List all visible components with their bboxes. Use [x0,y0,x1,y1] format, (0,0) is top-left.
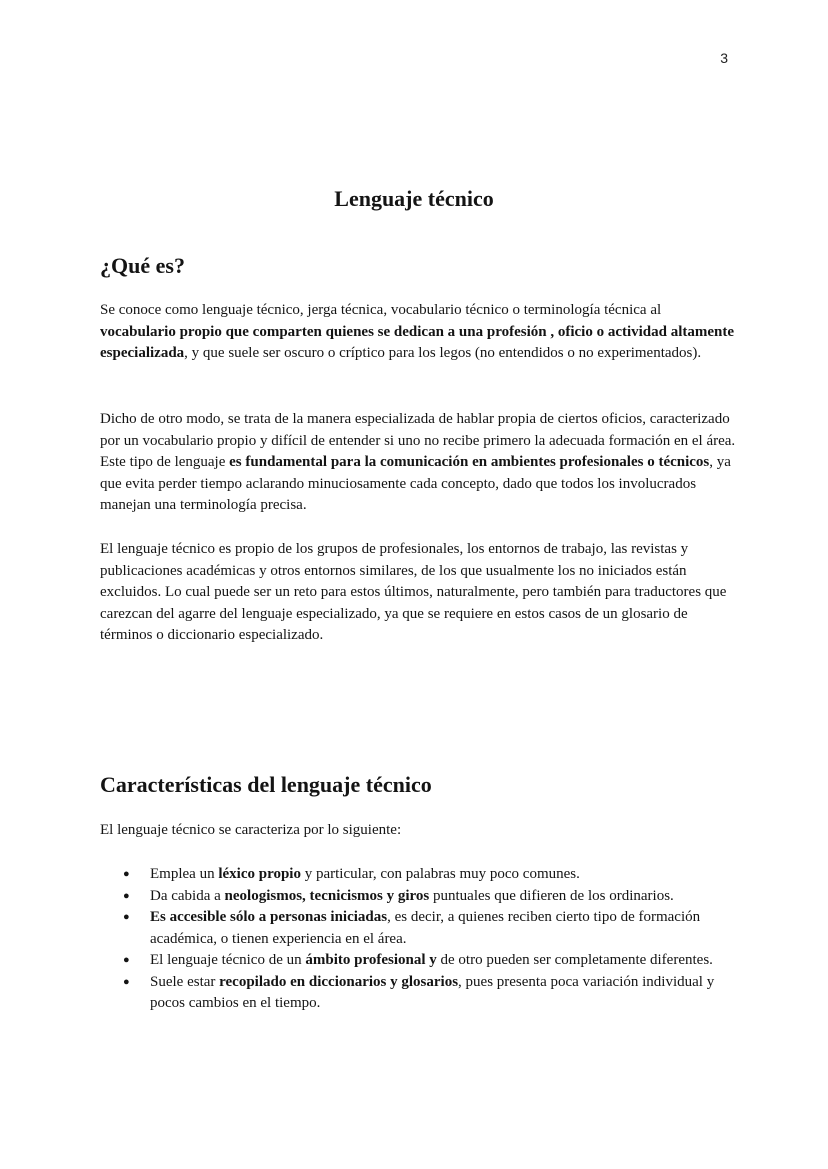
list-item [100,886,740,908]
paragraph-definition [100,300,740,365]
list-item-text: y particular, con palabras muy poco comunes. [300,866,580,882]
list-item-text: Emplea un [150,866,219,882]
section-heading-que-es: ¿Qué es? [100,253,185,278]
list-item-text: Suele estar [150,973,220,990]
list-item [100,864,740,886]
bullet-icon: ● [123,868,130,880]
document-title: Lenguaje técnico [334,186,494,211]
paragraph-text: , y que suele ser oscuro o críptico para los legos (no entendidos o no experimentados). [184,345,702,361]
bullet-icon: ● [123,954,130,966]
list-item-text: , pues presenta poca variación individual y pocos cambios en el tiempo. [150,973,715,1011]
list-item-text: puntuales que difieren de los ordinarios. [429,887,674,904]
page-number: 3 [720,50,728,66]
paragraph-bold-text: es fundamental para la comunicación en ambientes profesionales o técnicos [229,454,710,470]
section-heading-caracteristicas: Características del lenguaje técnico [100,772,432,797]
list-item-bold-text: recopilado en diccionarios y glosarios [219,973,459,990]
list-item-text: , es decir, a quienes reciben cierto tipo de formación académica, o tienen experiencia en el área. [150,909,701,947]
list-item [100,972,740,1015]
bullet-icon: ● [123,911,130,923]
paragraph-intro: El lenguaje técnico se caracteriza por lo siguiente: [100,822,402,838]
list-item-bold-text: neologismos, tecnicismos y giros [224,887,430,904]
list-item-text: Da cabida a [150,887,225,904]
list-item-bold-text: léxico propio [218,866,301,882]
paragraph-text: , ya que evita perder tiempo aclarando minuciosamente cada concepto, dado que todos los involucrados manejan una terminología precisa. [100,454,731,513]
paragraph-context: El lenguaje técnico es propio de los grupos de profesionales, los entornos de trabajo, las revistas y publicaciones académicas y otros entornos similares, de los que usualmente los no iniciados están excluidos. Lo cual puede ser un reto para estos últimos, naturalmente, pero también para traductores que carezcan del agarre del lenguaje especializado, ya que se requiere en estos casos de un glosario de términos o diccionario especializado. [100,541,727,643]
bullet-icon: ● [123,889,130,902]
list-item-bold-text: Es accesible sólo a personas iniciadas [150,909,388,925]
list-item-bold-text: ámbito profesional y [305,952,437,968]
paragraph-text: Dicho de otro modo, se trata de la manera especializada de hablar propia de ciertos oficios, caracterizado por un vocabulario propio y difícil de entender si uno no recibe primero la adecuada formación en el área. Este tipo de lenguaje [100,411,736,470]
paragraph-bold-text: vocabulario propio que comparten quienes se dedican a una profesión , oficio o actividad altamente especializada [100,323,735,361]
paragraph-text: Se conoce como lenguaje técnico, jerga técnica, vocabulario técnico o terminología técnica al [100,302,662,318]
list-item [100,950,740,972]
paragraph-explanation [100,409,740,517]
characteristics-list [100,864,740,1015]
list-item [100,907,740,950]
bullet-icon: ● [123,975,130,988]
list-item-text: El lenguaje técnico de un [150,952,306,968]
list-item-text: de otro pueden ser completamente diferentes. [436,952,713,968]
